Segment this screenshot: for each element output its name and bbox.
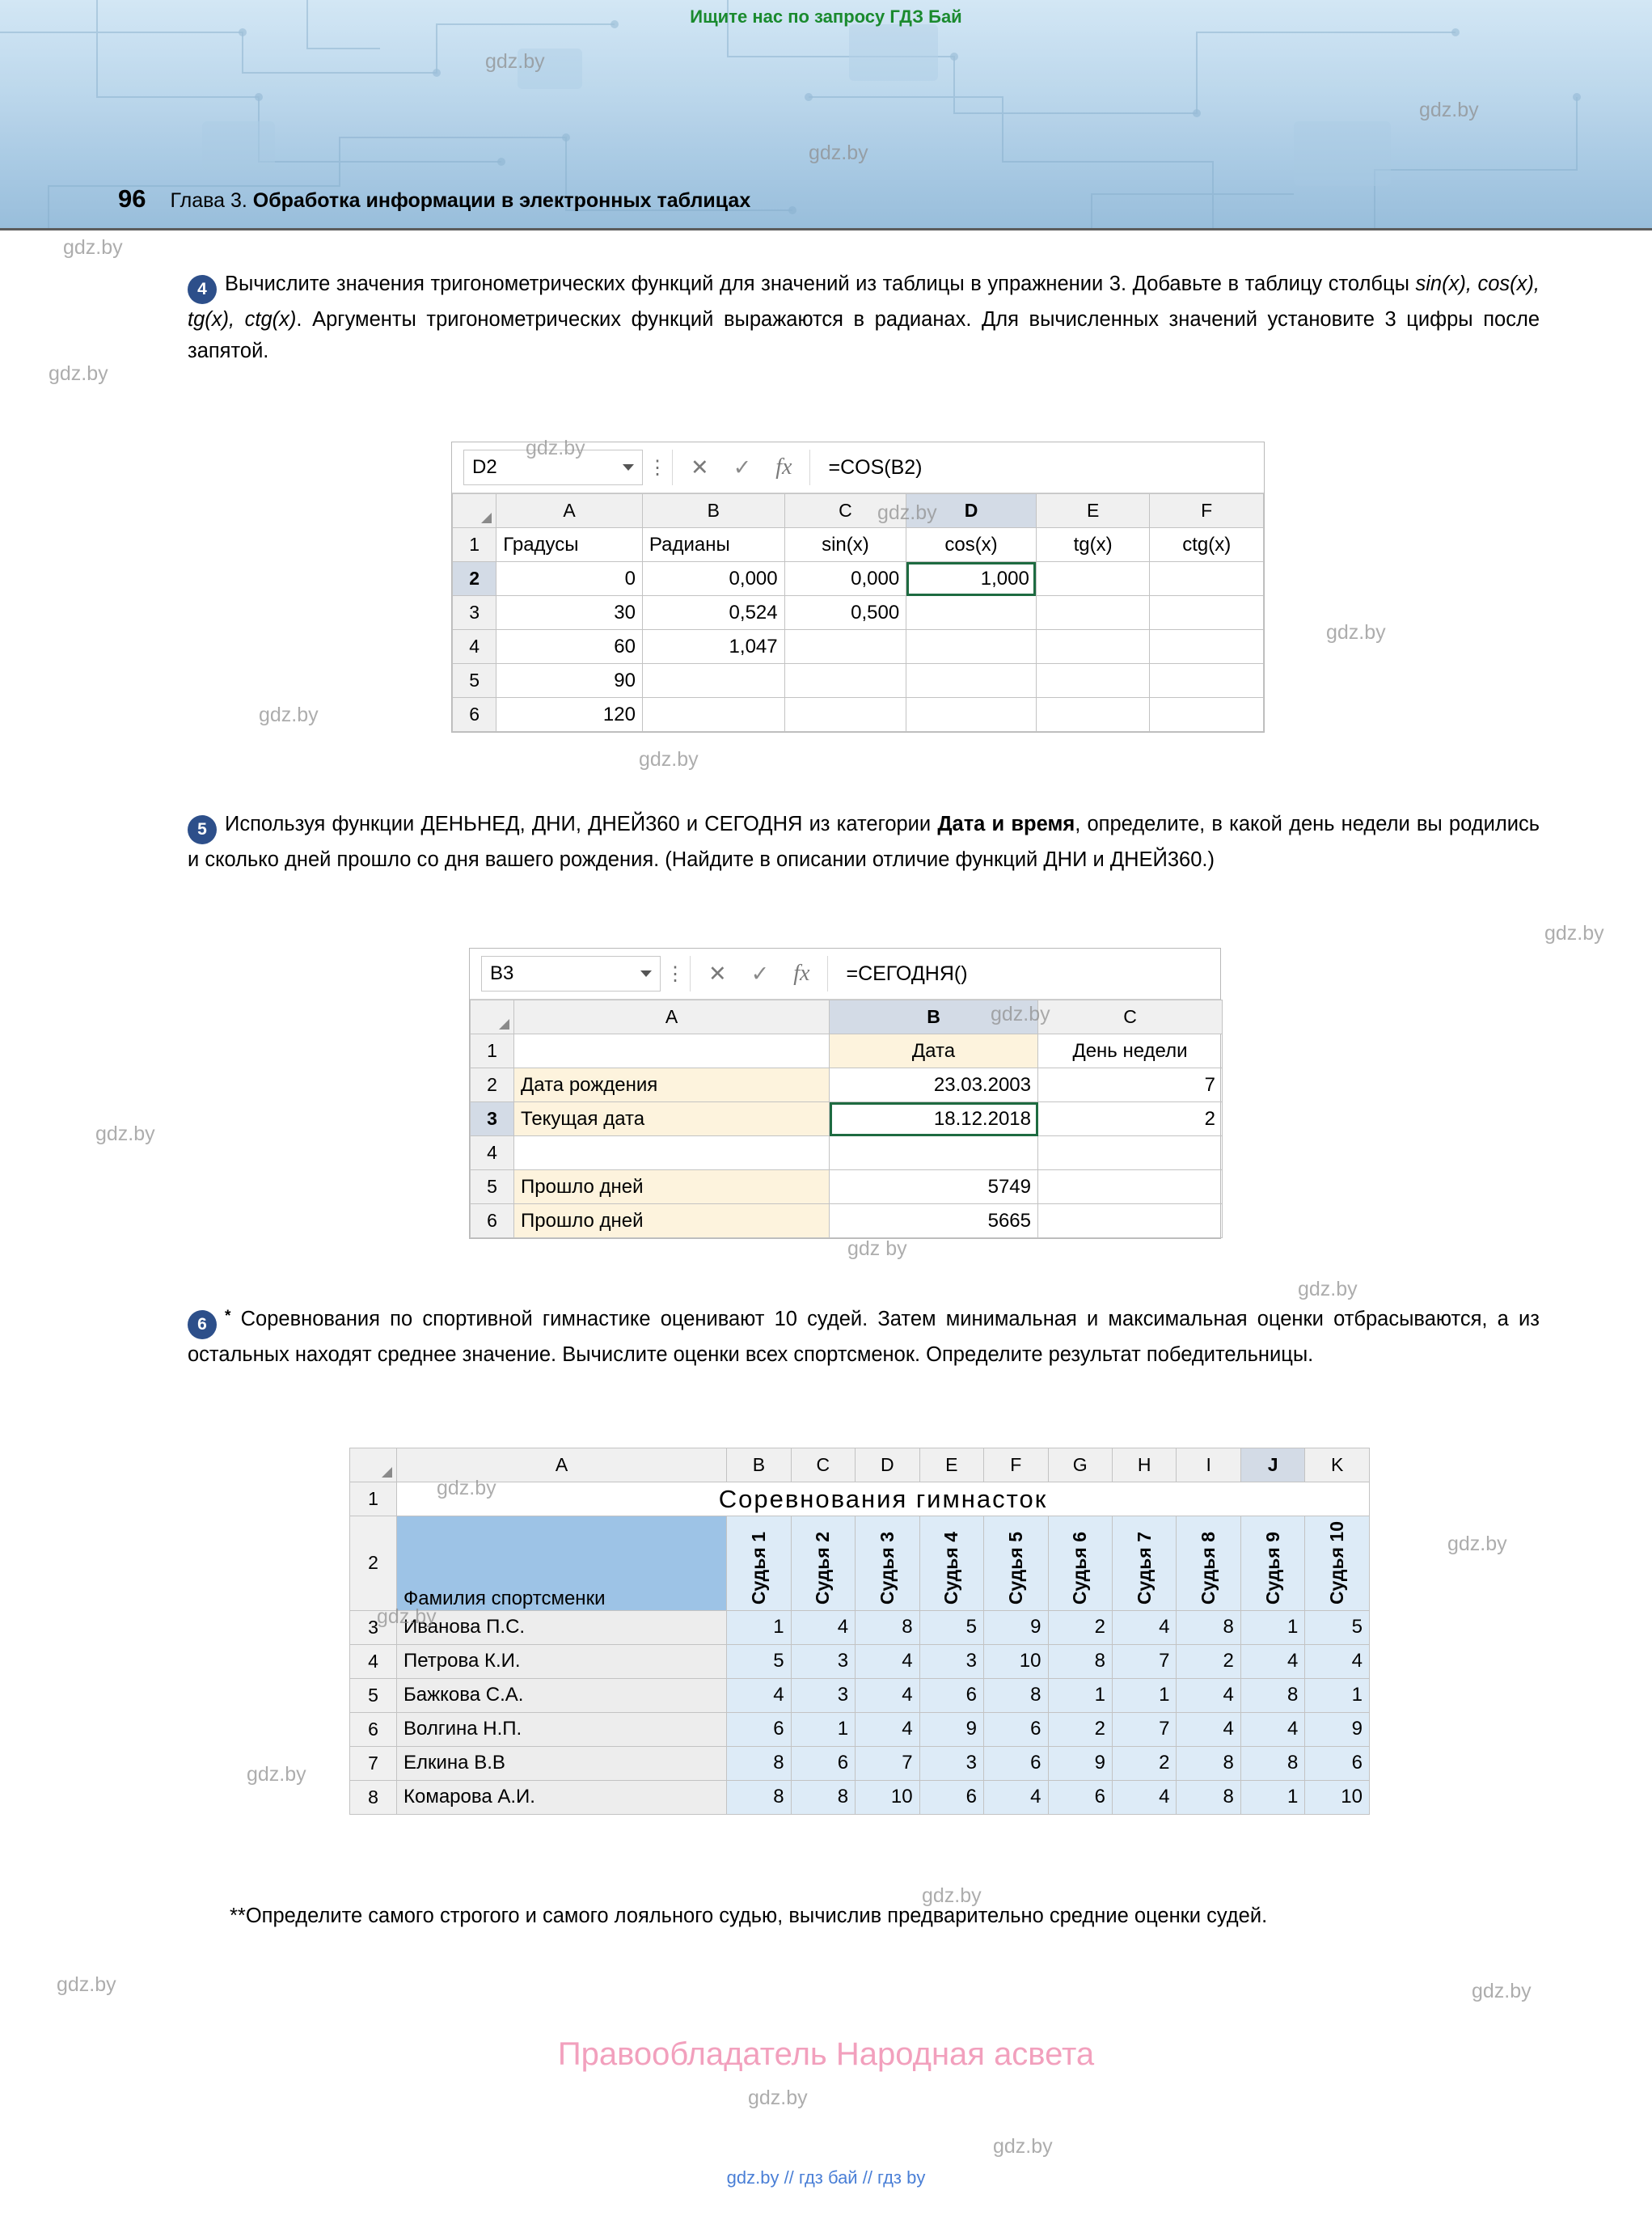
column-header-d[interactable]: D [856,1448,919,1482]
cell[interactable] [784,698,906,732]
chevron-down-icon[interactable] [623,464,634,471]
row-header[interactable]: 4 [350,1644,397,1678]
score-cell[interactable]: 7 [856,1746,919,1780]
score-cell[interactable]: 8 [984,1678,1048,1712]
cell[interactable]: 7 [1038,1068,1223,1102]
score-cell[interactable]: 10 [856,1780,919,1814]
cell[interactable]: sin(x) [784,528,906,562]
score-cell[interactable]: 3 [791,1644,855,1678]
column-header-e[interactable]: E [1036,494,1150,528]
table-row [471,1204,1223,1238]
footer-links: gdz.by // гдз бай // гдз by [726,2167,926,2188]
score-cell[interactable]: 4 [1177,1712,1240,1746]
active-cell[interactable]: 18.12.2018 [830,1102,1038,1136]
table-row [350,1610,1370,1644]
header-divider [0,228,1652,230]
cancel-icon[interactable]: ✕ [708,961,727,986]
column-header-c[interactable]: C [784,494,906,528]
row-header[interactable]: 5 [471,1170,514,1204]
score-cell[interactable]: 9 [1048,1746,1112,1780]
cell[interactable]: Прошло дней [514,1170,830,1204]
table-row [453,562,1264,596]
column-header-b[interactable]: B [830,1000,1038,1034]
score-cell[interactable]: 8 [856,1610,919,1644]
row-header[interactable]: 2 [453,562,496,596]
row-header[interactable]: 1 [471,1034,514,1068]
table-row [471,1102,1223,1136]
score-cell[interactable]: 6 [919,1678,983,1712]
chapter-prefix: Глава 3. [170,189,247,212]
cell[interactable] [642,698,784,732]
score-cell[interactable]: 2 [1177,1644,1240,1678]
score-cell[interactable]: 4 [1112,1610,1176,1644]
insert-function-icon[interactable]: fx [793,961,810,986]
more-options-icon[interactable]: ⋮ [665,962,685,985]
table-row [350,1746,1370,1780]
formula-bar-2 [470,949,1220,1000]
formula-input-2[interactable]: =СЕГОДНЯ() [846,962,968,985]
score-cell[interactable]: 7 [1112,1644,1176,1678]
cell[interactable] [1036,698,1150,732]
cell[interactable] [906,630,1037,664]
watermark: gdz.by [991,1003,1050,1025]
column-header-c[interactable]: C [791,1448,855,1482]
score-cell[interactable]: 1 [727,1610,791,1644]
watermark: gdz.by [1472,1980,1532,2002]
athlete-name[interactable]: Волгина Н.П. [397,1712,727,1746]
cell[interactable] [1150,630,1264,664]
cell[interactable] [514,1136,830,1170]
cell[interactable] [1036,596,1150,630]
score-cell[interactable]: 4 [856,1678,919,1712]
column-header-f[interactable]: F [1150,494,1264,528]
cell[interactable]: 0 [496,562,643,596]
cell[interactable]: 5665 [830,1204,1038,1238]
watermark: gdz.by [63,236,123,259]
score-cell[interactable]: 6 [727,1712,791,1746]
judge-header: Судья 8 [1177,1516,1240,1611]
score-cell[interactable]: 1 [1240,1610,1304,1644]
cell[interactable] [514,1034,830,1068]
score-cell[interactable]: 8 [1048,1644,1112,1678]
table-row [471,1170,1223,1204]
column-header-a[interactable]: A [397,1448,727,1482]
watermark: gdz.by [1447,1533,1507,1555]
select-all-corner[interactable] [350,1448,397,1482]
chapter-name: Обработка информации в электронных таблицах [252,189,751,212]
sheet-grid-1 [452,493,1264,732]
column-header-g[interactable]: G [1048,1448,1112,1482]
cell[interactable]: 0,000 [642,562,784,596]
watermark: gdz.by [1326,621,1386,644]
chevron-down-icon[interactable] [640,970,652,977]
cell[interactable]: tg(x) [1036,528,1150,562]
score-cell[interactable]: 8 [1177,1746,1240,1780]
score-cell[interactable]: 8 [727,1780,791,1814]
name-box-value-2: B3 [490,962,514,984]
row-header[interactable]: 4 [471,1136,514,1170]
cell[interactable]: 0,500 [784,596,906,630]
column-header-row-3 [350,1448,1370,1482]
score-cell[interactable]: 1 [1305,1678,1370,1712]
score-cell[interactable]: 4 [727,1678,791,1712]
cell[interactable]: Текущая дата [514,1102,830,1136]
table-row [453,596,1264,630]
cell[interactable] [1036,562,1150,596]
task-4-text-2: . Аргументы тригонометрических функций выражаются в радианах. Для вычисленных значений установите 3 цифры после запятой. [188,308,1540,362]
task-number-badge: 5 [188,815,217,844]
task-extra-text: **Определите самого строгого и самого лояльного судью, вычислив предварительно средние оценки судей. [230,1905,1268,1927]
row-header[interactable]: 2 [350,1516,397,1611]
watermark: gdz.by [1298,1278,1358,1300]
watermark: gdz.by [247,1763,306,1786]
confirm-icon[interactable]: ✓ [733,455,752,480]
score-cell[interactable]: 6 [1305,1746,1370,1780]
score-cell[interactable]: 10 [984,1644,1048,1678]
copyright-notice: Правообладатель Народная асвета [557,2036,1095,2072]
column-header-a[interactable]: A [496,494,643,528]
page-header [118,184,1541,214]
column-header-c[interactable]: C [1038,1000,1223,1034]
column-header-b[interactable]: B [642,494,784,528]
watermark: gdz.by [1544,922,1604,945]
row-header[interactable]: 6 [471,1204,514,1238]
cancel-icon[interactable]: ✕ [691,455,709,480]
watermark: gdz.by [748,2087,808,2109]
table-row [453,664,1264,698]
athlete-name[interactable]: Бажкова С.А. [397,1678,727,1712]
row-header[interactable]: 7 [350,1746,397,1780]
cell[interactable] [1038,1204,1223,1238]
name-column-header: Фамилия спортсменки [397,1516,727,1611]
cell[interactable] [1036,664,1150,698]
score-cell[interactable]: 4 [856,1712,919,1746]
cell[interactable]: Радианы [642,528,784,562]
row-header[interactable]: 6 [350,1712,397,1746]
table-row [350,1678,1370,1712]
table-row [471,1034,1223,1068]
judge-header: Судья 1 [727,1516,791,1611]
score-cell[interactable]: 4 [1305,1644,1370,1678]
cell[interactable]: 30 [496,596,643,630]
cell[interactable]: 2 [1038,1102,1223,1136]
task-number-badge: 4 [188,275,217,304]
judge-header: Судья 10 [1305,1516,1370,1611]
score-cell[interactable]: 4 [1240,1712,1304,1746]
score-cell[interactable]: 4 [1240,1644,1304,1678]
athlete-name[interactable]: Елкина В.В [397,1746,727,1780]
score-cell[interactable]: 10 [1305,1780,1370,1814]
formula-bar-1 [452,442,1264,493]
cell[interactable] [1038,1136,1223,1170]
watermark: gdz.by [1419,99,1479,121]
score-cell[interactable]: 5 [919,1610,983,1644]
score-cell[interactable]: 9 [1305,1712,1370,1746]
row-header[interactable]: 2 [471,1068,514,1102]
watermark: gdz.by [57,1973,116,1996]
table-row [350,1644,1370,1678]
cell[interactable]: 5749 [830,1170,1038,1204]
table-row [453,528,1264,562]
score-cell[interactable]: 5 [727,1644,791,1678]
name-box-2[interactable] [481,956,661,991]
task-4 [188,268,1540,367]
watermark: gdz.by [377,1605,437,1628]
watermark: gdz.by [526,437,585,459]
score-cell[interactable]: 2 [1112,1746,1176,1780]
watermark: gdz.by [993,2135,1053,2158]
score-cell[interactable]: 4 [856,1644,919,1678]
athlete-name[interactable]: Петрова К.И. [397,1644,727,1678]
cell[interactable] [1150,698,1264,732]
column-header-k[interactable]: K [1305,1448,1370,1482]
judge-header: Судья 9 [1240,1516,1304,1611]
table-row [453,698,1264,732]
task-5 [188,809,1540,876]
row-header[interactable]: 5 [453,664,496,698]
score-cell[interactable]: 9 [984,1610,1048,1644]
page-number: 96 [118,184,146,213]
row-header[interactable]: 3 [350,1610,397,1644]
row-header[interactable]: 5 [350,1678,397,1712]
score-cell[interactable]: 6 [984,1712,1048,1746]
insert-function-icon[interactable]: fx [775,455,792,480]
more-options-icon[interactable]: ⋮ [648,456,667,479]
cell[interactable]: Градусы [496,528,643,562]
judge-header: Судья 7 [1112,1516,1176,1611]
cell[interactable]: Прошло дней [514,1204,830,1238]
row-header[interactable]: 8 [350,1780,397,1814]
cell[interactable] [1150,664,1264,698]
chapter-title [170,189,750,213]
row-header[interactable]: 6 [453,698,496,732]
cell[interactable] [784,664,906,698]
score-cell[interactable]: 4 [984,1780,1048,1814]
cell[interactable] [906,698,1037,732]
score-cell[interactable]: 4 [1112,1780,1176,1814]
title-row [350,1482,1370,1516]
athlete-name[interactable]: Иванова П.С. [397,1610,727,1644]
score-cell[interactable]: 3 [919,1644,983,1678]
cell[interactable] [830,1136,1038,1170]
row-header[interactable]: 3 [471,1102,514,1136]
cell[interactable] [1036,630,1150,664]
column-header-row-1 [453,494,1264,528]
judge-header: Судья 3 [856,1516,919,1611]
score-cell[interactable]: 1 [1112,1678,1176,1712]
score-cell[interactable]: 1 [1048,1678,1112,1712]
task-6 [188,1304,1540,1371]
column-header-e[interactable]: E [919,1448,983,1482]
score-cell[interactable]: 2 [1048,1610,1112,1644]
score-cell[interactable]: 4 [1177,1678,1240,1712]
table-row [471,1068,1223,1102]
column-header-j[interactable]: J [1240,1448,1304,1482]
judge-header: Судья 6 [1048,1516,1112,1611]
column-header-a[interactable]: A [514,1000,830,1034]
judges-header-row [350,1516,1370,1611]
select-all-corner[interactable] [453,494,496,528]
score-cell[interactable]: 3 [919,1746,983,1780]
select-all-corner[interactable] [471,1000,514,1034]
table-title: Соревнования гимнасток [397,1482,1370,1516]
cell[interactable] [784,630,906,664]
sheet-grid-2 [470,1000,1223,1238]
judge-header: Судья 5 [984,1516,1048,1611]
cell[interactable] [906,664,1037,698]
score-cell[interactable]: 7 [1112,1712,1176,1746]
cell[interactable]: 0,000 [784,562,906,596]
cell[interactable]: 90 [496,664,643,698]
score-cell[interactable]: 1 [1240,1780,1304,1814]
column-header-h[interactable]: H [1112,1448,1176,1482]
column-header-d[interactable]: D [906,494,1037,528]
score-cell[interactable]: 4 [791,1610,855,1644]
watermark: gdz.by [877,501,937,524]
spreadsheet-screenshot-2 [469,948,1221,1239]
score-cell[interactable]: 6 [984,1746,1048,1780]
cell[interactable]: 23.03.2003 [830,1068,1038,1102]
promo-banner-text: Ищите нас по запросу ГДЗ Бай [690,6,962,27]
score-cell[interactable]: 8 [727,1746,791,1780]
score-cell[interactable]: 2 [1048,1712,1112,1746]
task-6-text: Соревнования по спортивной гимнастике оценивают 10 судей. Затем минимальная и максимальная оценки отбрасываются, а из остальных находят среднее значение. Вычислите оценки всех спортсменок. Определите результат победительницы. [188,1308,1540,1366]
name-box-1[interactable] [463,450,643,485]
column-header-i[interactable]: I [1177,1448,1240,1482]
cell[interactable]: cos(x) [906,528,1037,562]
score-cell[interactable]: 1 [791,1712,855,1746]
task-5-text-2: , определите, в какой день недели вы родились и сколько дней прошло со дня вашего рождения. (Найдите в описании отличие функций ДНИ и ДНЕЙ360.) [188,813,1540,871]
score-cell[interactable]: 8 [1177,1610,1240,1644]
cell[interactable] [906,596,1037,630]
table-row [350,1780,1370,1814]
row-header[interactable]: 3 [453,596,496,630]
task-4-text-1: Вычислите значения тригонометрических функций для значений из таблицы в упражнении 3. Добавьте в таблицу столбцы [225,273,1416,295]
watermark: gdz.by [639,748,699,771]
column-header-b[interactable]: B [727,1448,791,1482]
row-header[interactable]: 4 [453,630,496,664]
confirm-icon[interactable]: ✓ [750,961,770,986]
score-cell[interactable]: 6 [791,1746,855,1780]
cell[interactable]: 60 [496,630,643,664]
watermark: gdz.by [95,1123,155,1145]
task-5-bold: Дата и время [937,813,1075,835]
table-row [350,1712,1370,1746]
cell[interactable] [1038,1170,1223,1204]
formula-input-1[interactable]: =COS(B2) [828,455,923,479]
watermark: gdz by [847,1237,907,1260]
cell[interactable]: Дата [830,1034,1038,1068]
task-extra [188,1901,1540,1932]
cell[interactable]: ctg(x) [1150,528,1264,562]
score-cell[interactable]: 3 [791,1678,855,1712]
table-row [453,630,1264,664]
row-header[interactable]: 1 [350,1482,397,1516]
watermark: gdz.by [922,1884,982,1907]
column-header-f[interactable]: F [984,1448,1048,1482]
score-cell[interactable]: 6 [1048,1780,1112,1814]
table-row [471,1136,1223,1170]
score-cell[interactable]: 6 [919,1780,983,1814]
watermark: gdz.by [437,1477,496,1499]
cell[interactable]: 0,524 [642,596,784,630]
cell[interactable] [1150,562,1264,596]
cell[interactable]: День недели [1038,1034,1223,1068]
score-cell[interactable]: 8 [791,1780,855,1814]
score-cell[interactable]: 8 [1177,1780,1240,1814]
score-cell[interactable]: 5 [1305,1610,1370,1644]
row-header[interactable]: 1 [453,528,496,562]
score-cell[interactable]: 9 [919,1712,983,1746]
task-5-text-1: Используя функции ДЕНЬНЕД, ДНИ, ДНЕЙ360 и СЕГОДНЯ из категории [225,813,938,835]
spreadsheet-screenshot-3 [349,1448,1370,1815]
cell[interactable]: Дата рождения [514,1068,830,1102]
score-cell[interactable]: 8 [1240,1678,1304,1712]
cell[interactable]: 120 [496,698,643,732]
cell[interactable]: 1,047 [642,630,784,664]
active-cell[interactable]: 1,000 [906,562,1037,596]
column-header-row-2 [471,1000,1223,1034]
cell[interactable] [1150,596,1264,630]
judge-header: Судья 4 [919,1516,983,1611]
spreadsheet-screenshot-1 [451,442,1265,733]
task-4-italic: sin(x), cos(x), tg(x), ctg(x) [188,273,1540,331]
task-6-star: * [225,1308,231,1325]
watermark: gdz.by [809,142,868,164]
watermark: gdz.by [49,362,108,385]
sheet-grid-3 [349,1448,1370,1815]
task-number-badge: 6 [188,1310,217,1339]
cell[interactable] [642,664,784,698]
score-cell[interactable]: 8 [1240,1746,1304,1780]
watermark: gdz.by [259,704,319,726]
watermark: gdz.by [485,50,545,73]
athlete-name[interactable]: Комарова А.И. [397,1780,727,1814]
judge-header: Судья 2 [791,1516,855,1611]
name-box-value-1: D2 [472,456,497,478]
